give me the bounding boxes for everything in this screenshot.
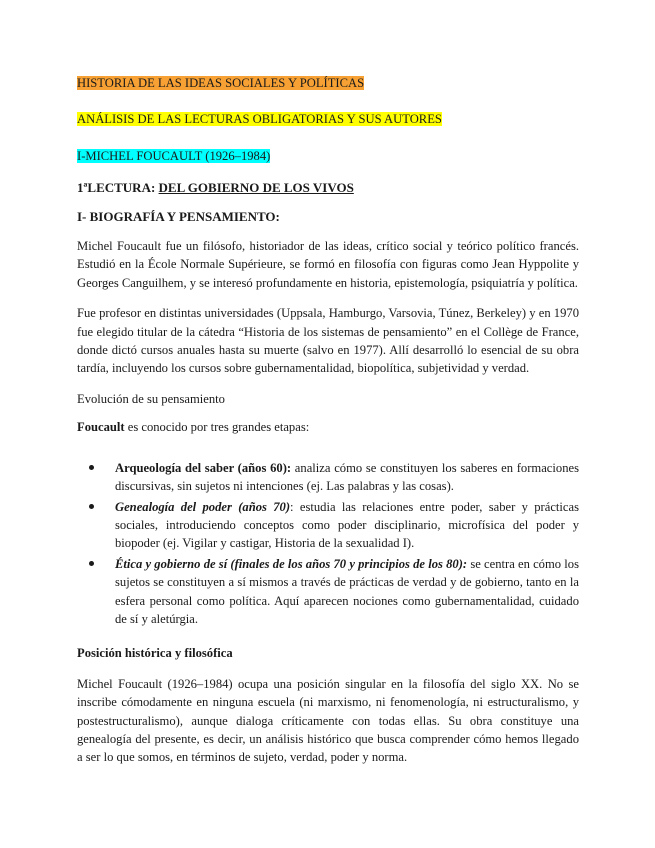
author-heading-text: I-MICHEL FOUCAULT (1926–1984): [77, 148, 271, 163]
list-item: [77, 555, 579, 629]
position-paragraph: Michel Foucault (1926–1984) ocupa una posición singular en la filosofía del siglo XX. No se inscribe cómodamente en ninguna escuela (ni marxismo, ni fenomenología, ni estructuralismo, y postestructuralismo), aunque dialoga críticamente con todas ellas. Su obra constituye una genealogía del presente, es decir, un análisis histórico que busca comprender cómo hemos llegado a ser lo que somos, en términos de sujeto, verdad, poder y norma.: [77, 676, 579, 765]
list-item: [77, 459, 579, 496]
evolution-subtitle: Evolución de su pensamiento: [77, 391, 225, 406]
section-title: I- BIOGRAFÍA Y PENSAMIENTO:: [77, 208, 280, 224]
course-heading-text: HISTORIA DE LAS IDEAS SOCIALES Y POLÍTICAS: [77, 76, 365, 90]
stage-title: Ética y gobierno de sí (finales de los años 70 y principios de los 80):: [115, 556, 468, 571]
lectura-prefix: 1ªLECTURA:: [77, 180, 159, 196]
stage-text: analiza cómo se constituyen los saberes en formaciones discursivas, sin sujetos ni intenciones (ej. Las palabras y las cosas).: [115, 460, 579, 494]
stage-title: Genealogía del poder (años 70): [115, 499, 291, 514]
bullet-icon: [89, 504, 94, 509]
lectura-title: [77, 179, 579, 197]
stages-list: [77, 459, 579, 629]
analysis-heading-text: ANÁLISIS DE LAS LECTURAS OBLIGATORIAS Y SUS AUTORES: [77, 112, 442, 127]
stages-intro-bold: Foucault: [77, 420, 125, 435]
biography-paragraph-1: Michel Foucault fue un filósofo, historiador de las ideas, crítico social y teórico político francés. Estudió en la École Normale Supérieure, se formó en filosofía con figuras como Jean Hyppolite y Georges Canguilhem, y se interesó profundamente en historia, epistemología, psiquiatría y política.: [77, 239, 579, 290]
document-body: [77, 74, 579, 779]
analysis-heading: [77, 110, 579, 128]
stages-intro: [77, 418, 579, 436]
stage-text: : estudia las relaciones entre poder, saber y prácticas sociales, introduciendo conceptos como poder disciplinario, microfísica del poder y biopoder (ej. Vigilar y castigar, Historia de la sexualidad I).: [115, 499, 580, 551]
biography-paragraph-2: Fue profesor en distintas universidades (Uppsala, Hamburgo, Varsovia, Túnez, Berkeley) y en 1970 fue elegido titular de la cátedra “Historia de los sistemas de pensamiento” en el Collège de France, donde dictó cursos anuales hasta su muerte (salvo en 1977). Allí desarrolló lo esencial de su obra tardía, incluyendo los cursos sobre gubernamentalidad, biopolítica, subjetividad y verdad.: [77, 306, 579, 376]
bullet-icon: [89, 465, 94, 470]
stage-title: Arqueología del saber (años 60):: [115, 460, 292, 475]
bullet-icon: [89, 561, 94, 566]
course-heading: [77, 74, 579, 92]
lectura-name: DEL GOBIERNO DE LOS VIVOS: [158, 180, 354, 196]
stages-intro-text: es conocido por tres grandes etapas:: [124, 420, 310, 435]
list-item: [77, 498, 579, 553]
position-subtitle: Posición histórica y filosófica: [77, 646, 233, 661]
stage-text: se centra en cómo los sujetos se constituyen a sí mismos a través de prácticas de verdad y de gobierno, tanto en la esfera personal como política. Aquí aparecen nociones como gubernamentalidad, cuidado de sí y aletúrgia.: [115, 556, 579, 626]
author-heading: [77, 147, 579, 165]
